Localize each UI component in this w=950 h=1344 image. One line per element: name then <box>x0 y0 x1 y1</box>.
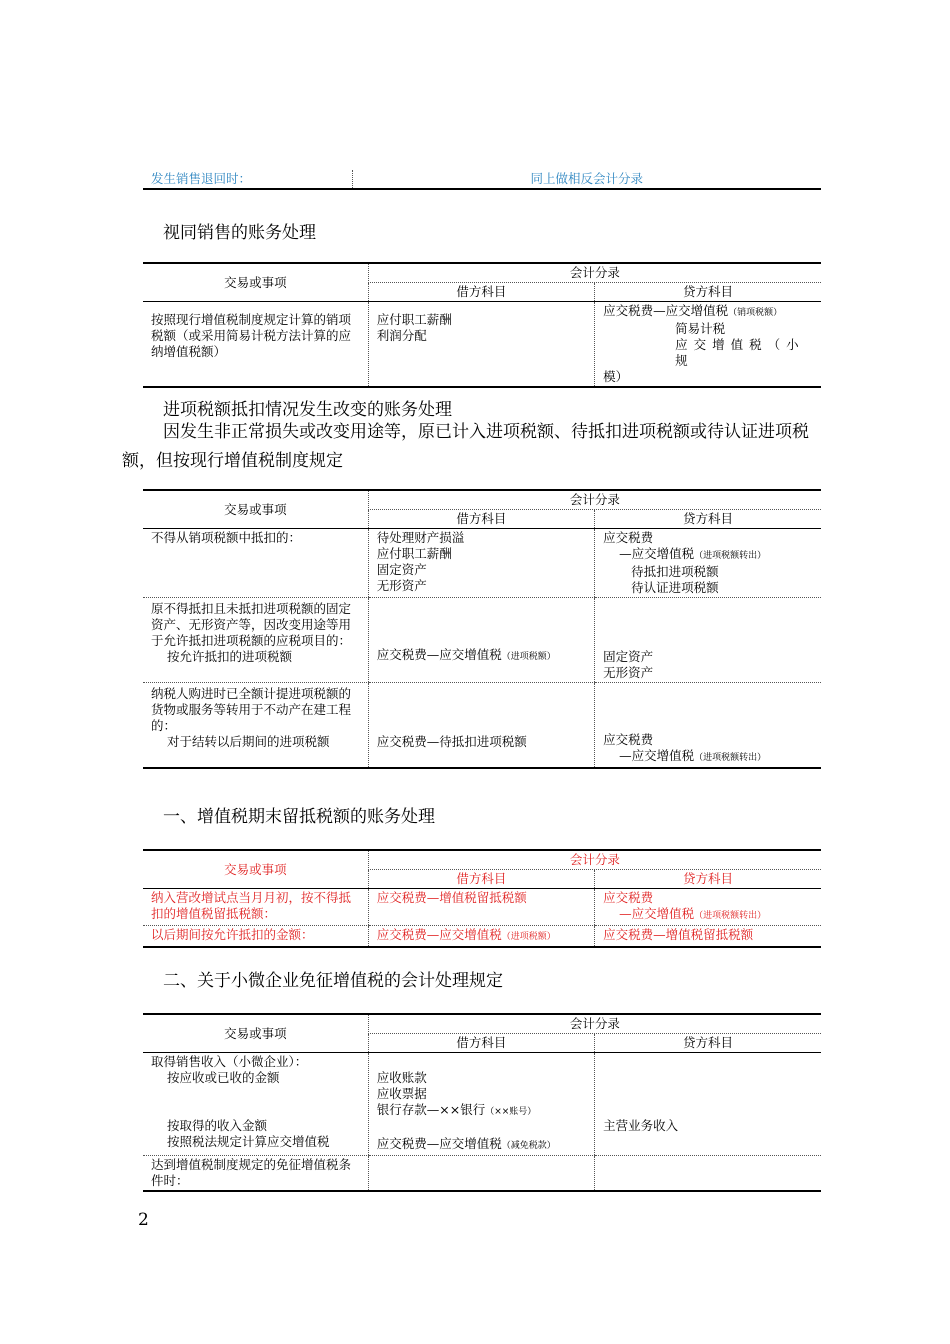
row-item-text: 原不得抵扣且未抵扣进项税额的固定资产、无形资产等，因改变用途等用于允许抵扣进项税额的应税项目的： <box>151 601 352 648</box>
debit-line: 应交税费—应交增值税 <box>376 647 502 662</box>
credit-note: （进项税额转出） <box>694 911 767 921</box>
row-item-sub: 对于结转以后期间的进项税额 <box>167 734 330 749</box>
credit-line: 应交税费 <box>603 530 654 545</box>
header-credit: 贷方科目 <box>595 510 821 529</box>
debit-line: 无形资产 <box>376 578 427 593</box>
credit-line: 待抵扣进项税额 <box>631 564 719 579</box>
section2-table <box>143 489 821 769</box>
row-debit <box>368 1156 594 1192</box>
credit-line: 固定资产 <box>603 649 654 664</box>
row-credit <box>595 683 821 769</box>
header-debit: 借方科目 <box>368 870 594 889</box>
section1-title: 视同销售的账务处理 <box>163 223 316 243</box>
row-debit <box>368 302 594 388</box>
row-item <box>143 302 368 388</box>
row-debit <box>368 598 594 683</box>
credit-line: 应交税费—应交增值税 <box>603 303 729 318</box>
row-debit <box>368 683 594 769</box>
credit-line: —应交增值税 <box>619 748 695 763</box>
row-item <box>143 598 368 683</box>
section3-title: 一、增值税期末留抵税额的账务处理 <box>163 807 435 827</box>
header-item: 交易或事项 <box>143 850 368 889</box>
credit-line: 待认证进项税额 <box>631 580 719 595</box>
debit-line: 固定资产 <box>376 562 427 577</box>
row-item <box>143 683 368 769</box>
section1-table <box>143 262 821 388</box>
header-debit: 借方科目 <box>368 283 594 302</box>
row-debit <box>368 529 594 598</box>
debit-line: 应交税费—应交增值税 <box>376 1136 502 1151</box>
row-credit <box>595 302 821 388</box>
credit-line: —应交增值税 <box>619 906 695 921</box>
top-row-left: 发生销售退回时： <box>143 170 352 189</box>
row-credit <box>595 889 821 926</box>
debit-line: 应收票据 <box>376 1086 427 1101</box>
debit-note: （进项税额） <box>501 932 556 942</box>
header-entry: 会计分录 <box>368 263 821 283</box>
row-credit <box>595 598 821 683</box>
credit-line: 无形资产 <box>603 665 654 680</box>
row-debit <box>368 926 594 948</box>
header-entry: 会计分录 <box>368 1014 821 1034</box>
page-number: 2 <box>138 1210 149 1230</box>
credit-note: （销项税额） <box>728 308 783 318</box>
section3-table <box>143 849 821 948</box>
debit-note: （进项税额） <box>501 652 556 662</box>
row-item-sub: 按照税法规定计算应交增值税 <box>167 1134 330 1149</box>
header-debit: 借方科目 <box>368 1034 594 1053</box>
debit-line: 待处理财产损溢 <box>376 530 465 545</box>
debit-line: 银行存款—××银行 <box>376 1102 486 1117</box>
credit-line: 模） <box>603 369 629 384</box>
header-entry: 会计分录 <box>368 850 821 870</box>
debit-line: 应交税费—应交增值税 <box>376 927 502 942</box>
row-item: 纳入营改增试点当月月初，按不得抵扣的增值税留抵税额： <box>143 889 368 926</box>
top-row-right: 同上做相反会计分录 <box>352 170 821 189</box>
row-item: 不得从销项税额中抵扣的： <box>143 529 368 598</box>
credit-line: 应交增值税（小规 <box>675 337 805 368</box>
header-debit: 借方科目 <box>368 510 594 529</box>
header-item: 交易或事项 <box>143 1014 368 1053</box>
debit-note: （减免税款） <box>501 1141 556 1151</box>
debit-note: （××账号） <box>485 1107 537 1117</box>
section2-title: 进项税额抵扣情况发生改变的账务处理 <box>163 400 452 420</box>
debit-line: 应付职工薪酬 <box>376 312 452 327</box>
header-credit: 贷方科目 <box>595 870 821 889</box>
header-credit: 贷方科目 <box>595 1034 821 1053</box>
row-credit <box>595 1156 821 1192</box>
debit-line: 应收账款 <box>376 1070 427 1085</box>
row-item-sub: 按允许抵扣的进项税额 <box>167 649 293 664</box>
row-item-sub: 按取得的收入金额 <box>167 1118 268 1133</box>
section4-title: 二、关于小微企业免征增值税的会计处理规定 <box>163 971 503 991</box>
row-item: 以后期间按允许抵扣的金额： <box>143 926 368 948</box>
section2-paragraph: 因发生非正常损失或改变用途等，原已计入进项税额、待抵扣进项税额或待认证进项税额，但按现行增值税制度规定 <box>122 422 809 471</box>
header-entry: 会计分录 <box>368 490 821 510</box>
credit-line: 应交税费 <box>603 732 654 747</box>
row-item-sub: 按应收或已收的金额 <box>167 1070 280 1085</box>
debit-line: 应付职工薪酬 <box>376 546 452 561</box>
section4-table <box>143 1013 821 1192</box>
debit-line: 应交税费—待抵扣进项税额 <box>376 734 527 749</box>
top-row-table <box>143 170 821 190</box>
row-debit: 应交税费—增值税留抵税额 <box>368 889 594 926</box>
credit-note: （进项税额转出） <box>694 551 767 561</box>
header-credit: 贷方科目 <box>595 283 821 302</box>
row-credit: 应交税费—增值税留抵税额 <box>595 926 821 948</box>
credit-line: 简易计税 <box>675 321 726 336</box>
header-item: 交易或事项 <box>143 263 368 302</box>
row-item: 达到增值税制度规定的免征增值税条件时： <box>143 1156 368 1192</box>
debit-line: 利润分配 <box>376 328 427 343</box>
row-item-text: 纳税人购进时已全额计提进项税额的货物或服务等转用于不动产在建工程的： <box>151 686 352 733</box>
credit-line: —应交增值税 <box>619 546 695 561</box>
credit-line: 主营业务收入 <box>603 1118 679 1133</box>
row-credit <box>595 529 821 598</box>
row-item <box>143 1053 368 1156</box>
row-item-text: 按照现行增值税制度规定计算的销项税额（或采用简易计税方法计算的应纳增值税额） <box>151 312 352 359</box>
row-credit <box>595 1053 821 1156</box>
row-debit <box>368 1053 594 1156</box>
credit-line: 应交税费 <box>603 890 654 905</box>
row-item-text: 取得销售收入（小微企业）： <box>151 1054 308 1069</box>
header-item: 交易或事项 <box>143 490 368 529</box>
credit-note: （进项税额转出） <box>694 753 767 763</box>
